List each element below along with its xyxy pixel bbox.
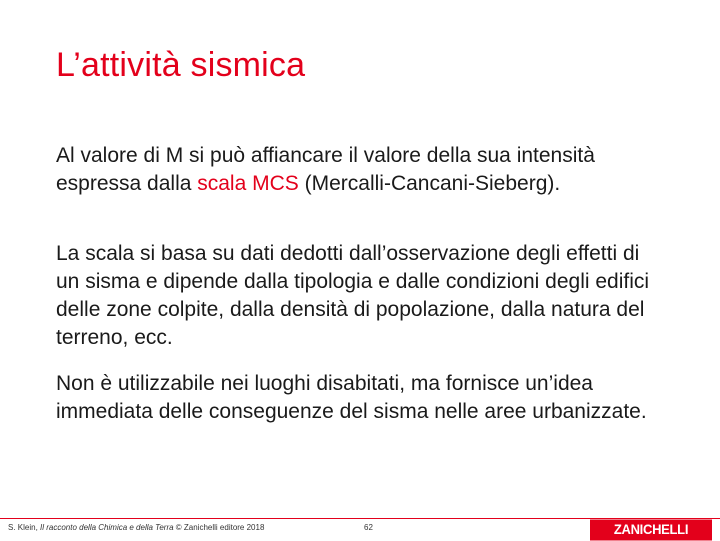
paragraph-1-text-before: Al valore di M si può affiancare il valore della sua intensità espressa dalla (56, 144, 595, 195)
highlight-scala-mcs: scala MCS (197, 172, 299, 195)
paragraph-1-text-after: (Mercalli-Cancani-Sieberg). (298, 172, 561, 195)
paragraph-1 (56, 142, 656, 198)
page-number: 62 (364, 523, 373, 532)
paragraph-3: Non è utilizzabile nei luoghi disabitati, ma fornisce un’idea immediata delle conseguenze del sisma nelle aree urbanizzate. (56, 372, 647, 423)
footer-credit-publisher: © Zanichelli editore 2018 (173, 523, 265, 532)
footer-credit-author: S. Klein, (8, 523, 41, 532)
footer-credit (8, 523, 264, 532)
slide-title: L’attività sismica (56, 46, 306, 84)
footer-credit-book: Il racconto della Chimica e della Terra (40, 523, 174, 532)
paragraph-2: La scala si basa su dati dedotti dall’osservazione degli effetti di un sisma e dipende dalla tipologia e dalle condizioni degli edifici delle zone colpite, dalla densità di popolazione, dalla natura del terreno, ecc. (56, 242, 650, 349)
zanichelli-logo: ZANICHELLI (590, 520, 712, 541)
